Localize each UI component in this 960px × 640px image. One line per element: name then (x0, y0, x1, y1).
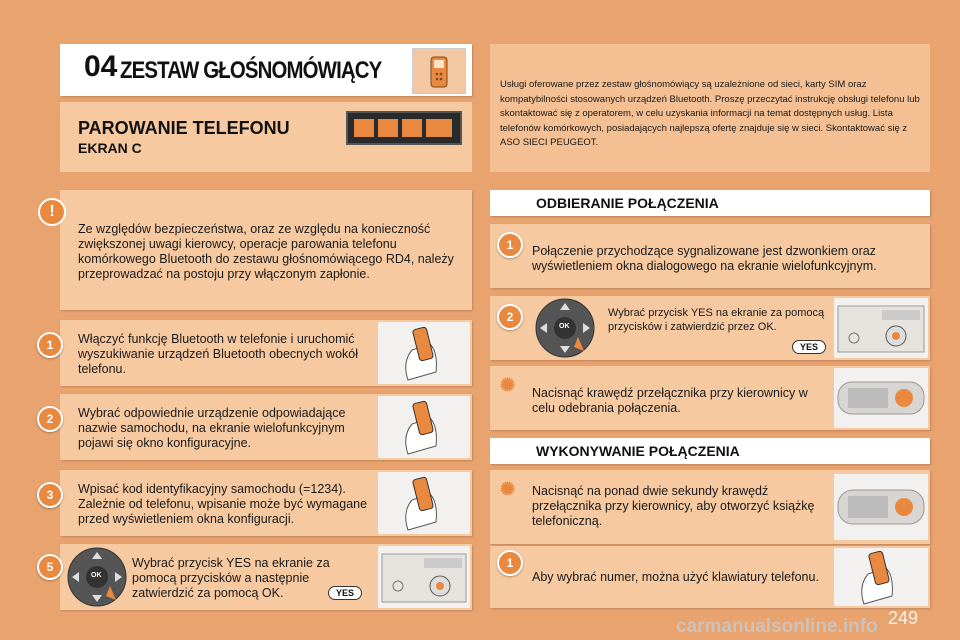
pairing-step-3 (46, 470, 472, 536)
pairing-step-1 (46, 320, 472, 386)
step-text: Połączenie przychodzące sygnalizowane jest dzwonkiem oraz wyświetleniem okna dialogowego na ekranie wielofunkcyjnym. (532, 244, 877, 273)
step-text: Wybrać przycisk YES na ekranie za pomocą przycisków a następnie zatwierdzić za pomocą OK. (132, 556, 330, 600)
step-number: 5 (37, 554, 63, 580)
step-text: Wybrać przycisk YES na ekranie za pomocą przycisków i zatwierdzić przez OK. (608, 307, 825, 333)
ok-label: OK (91, 572, 102, 579)
screen-display-icon (346, 111, 462, 145)
step-number: 2 (497, 304, 523, 330)
warning-icon: ! (38, 198, 66, 226)
tip-text: Nacisnąć krawędź przełącznika przy kierownicy w celu odebrania połączenia. (532, 386, 808, 415)
step-text: Wybrać odpowiednie urządzenie odpowiadające nazwie samochodu, na ekranie wielofunkcyjnym pojawi się okno konfiguracyjne. (78, 406, 346, 450)
tip-icon: ✺ (500, 479, 516, 499)
intro-text: Usługi oferowane przez zestaw głośnomówiący są uzależnione od sieci, karty SIM oraz kompatybilności stosowanych urządzeń Bluetooth. Proszę przeczytać instrukcję obsługi telefonu lub skontaktować się z operatorem, w celu uzyskania informacji na temat dostępnych usług. Lista telefonów komórkowych, posiadających najlepszą ofertę znajduje się w sieci. Skontaktować się z ASO SIECI PEUGEOT. (500, 79, 920, 148)
making-header (490, 438, 930, 464)
ok-label: OK (559, 323, 570, 330)
chapter-header (60, 44, 472, 96)
receiving-step-2 (490, 296, 930, 360)
page-number: 249 (888, 608, 919, 628)
watermark: carmanualsonline.info (676, 616, 878, 637)
tip-icon: ✺ (500, 375, 516, 395)
step-number: 3 (37, 482, 63, 508)
phone-in-hand-image (834, 548, 928, 606)
receiving-tip (490, 366, 930, 430)
warning-text: Ze względów bezpieczeństwa, oraz ze względu na konieczność zwiększonej uwagi kierowcy, operacje parowania telefonu komórkowego Bluetooth do zestawu głośnomówiącego RD4, należy przeprowadzać na postoju przy włączonym zapłonie. (78, 222, 454, 281)
step-number: 1 (497, 232, 523, 258)
phone-in-hand-image (378, 322, 470, 384)
step-text: Włączyć funkcję Bluetooth w telefonie i uruchomić wyszukiwanie urządzeń Bluetooth obecnych wokół telefonu. (78, 332, 359, 376)
steering-switch-image (834, 474, 928, 540)
receiving-title: ODBIERANIE POŁĄCZENIA (536, 195, 719, 211)
radio-unit-image (834, 298, 928, 358)
intro-panel (490, 44, 930, 172)
chapter-number: 04 (84, 50, 118, 83)
section-header (60, 102, 472, 172)
step-number: 1 (497, 550, 523, 576)
step-text: Aby wybrać numer, można użyć klawiatury telefonu. (532, 570, 819, 584)
step-number: 1 (37, 332, 63, 358)
navigation-pad-icon (534, 297, 596, 359)
phone-logo-icon (412, 48, 466, 94)
navigation-pad-icon (66, 546, 128, 608)
warning-panel (49, 190, 472, 310)
steering-switch-image (834, 368, 928, 428)
section-title: PAROWANIE TELEFONU (78, 118, 290, 138)
pairing-step-5 (46, 544, 472, 610)
section-subtitle: EKRAN C (78, 140, 142, 156)
step-text: Wpisać kod identyfikacyjny samochodu (=1234). Zależnie od telefonu, wpisanie może być wymagane przed wyświetleniem okna konfiguracji. (78, 482, 368, 526)
chapter-title: ZESTAW GŁOŚNOMÓWIĄCY (120, 57, 382, 84)
phone-in-hand-image (378, 396, 470, 458)
step-number: 2 (37, 406, 63, 432)
pairing-step-2 (46, 394, 472, 460)
radio-unit-image (378, 546, 470, 608)
phone-in-hand-image (378, 472, 470, 534)
making-tip (490, 470, 930, 544)
receiving-header (490, 190, 930, 216)
yes-badge: YES (328, 586, 362, 600)
receiving-step-1 (490, 224, 930, 288)
yes-badge: YES (792, 340, 826, 354)
tip-text: Nacisnąć na ponad dwie sekundy krawędź przełącznika przy kierownicy, aby otworzyć książkę telefoniczną. (532, 484, 815, 528)
making-title: WYKONYWANIE POŁĄCZENIA (536, 443, 740, 459)
making-step-1 (490, 546, 930, 608)
